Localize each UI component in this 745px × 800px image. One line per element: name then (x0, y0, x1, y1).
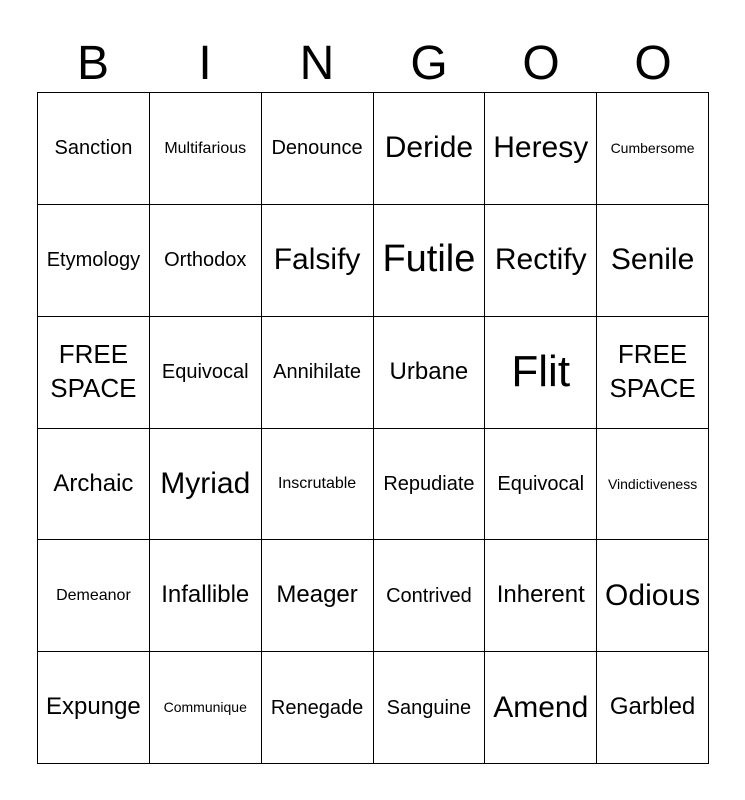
cell-word: Inherent (496, 581, 585, 609)
bingo-cell[interactable] (150, 652, 262, 764)
bingo-cell[interactable] (485, 93, 597, 205)
bingo-cell[interactable] (38, 652, 150, 764)
cell-word: Urbane (389, 357, 469, 385)
cell-word: Sanguine (386, 696, 472, 719)
bingo-cell[interactable] (150, 317, 262, 429)
header-letter-o-2: O (634, 37, 672, 90)
free-space-label: FREE SPACE (609, 339, 696, 404)
cell-word: Archaic (53, 469, 134, 497)
cell-word: Heresy (493, 131, 589, 165)
cell-word: Equivocal (161, 361, 249, 384)
bingo-cell[interactable] (262, 93, 374, 205)
cell-word: Deride (384, 131, 474, 165)
bingo-cell[interactable] (485, 205, 597, 317)
cell-word: Futile (382, 238, 476, 281)
cell-word: Communique (163, 699, 247, 716)
bingo-cell[interactable] (38, 93, 150, 205)
cell-word: Meager (276, 581, 358, 609)
cell-word: Equivocal (497, 472, 585, 495)
cell-word: Orthodox (164, 249, 247, 272)
bingo-cell-free-space[interactable] (597, 317, 709, 429)
bingo-cell[interactable] (485, 429, 597, 541)
bingo-board (37, 92, 709, 764)
bingo-cell[interactable] (150, 93, 262, 205)
header-letter-b: B (76, 37, 109, 90)
bingo-cell[interactable] (38, 540, 150, 652)
bingo-cell[interactable] (374, 205, 486, 317)
bingo-cell[interactable] (262, 317, 374, 429)
bingo-cell[interactable] (485, 317, 597, 429)
cell-word: Denounce (271, 137, 363, 160)
cell-word: Infallible (161, 581, 250, 609)
cell-word: Multifarious (164, 139, 247, 157)
cell-word: Flit (511, 346, 571, 396)
bingo-cell[interactable] (374, 540, 486, 652)
cell-word: Annihilate (273, 361, 361, 384)
bingo-cell[interactable] (262, 652, 374, 764)
bingo-cell[interactable] (38, 429, 150, 541)
header-letter-g: G (410, 37, 448, 90)
cell-word: Garbled (609, 693, 696, 721)
bingo-cell[interactable] (262, 205, 374, 317)
bingo-cell[interactable] (597, 429, 709, 541)
cell-word: Falsify (273, 243, 361, 277)
bingo-cell[interactable] (597, 205, 709, 317)
header-letter-n: N (299, 37, 335, 90)
bingo-cell[interactable] (374, 652, 486, 764)
bingo-cell[interactable] (262, 540, 374, 652)
cell-word: Demeanor (56, 587, 131, 605)
cell-word: Renegade (270, 696, 364, 719)
bingo-cell[interactable] (374, 317, 486, 429)
bingo-cell[interactable] (150, 540, 262, 652)
bingo-cell[interactable] (485, 540, 597, 652)
cell-word: Etymology (46, 249, 141, 272)
bingo-cell-free-space[interactable] (38, 317, 150, 429)
bingo-cell[interactable] (38, 205, 150, 317)
bingo-cell[interactable] (374, 429, 486, 541)
cell-word: Rectify (494, 243, 587, 277)
bingo-cell[interactable] (262, 429, 374, 541)
free-space-label: FREE SPACE (50, 339, 137, 404)
bingo-cell[interactable] (597, 93, 709, 205)
bingo-cell[interactable] (374, 93, 486, 205)
bingo-cell[interactable] (150, 205, 262, 317)
bingo-cell[interactable] (597, 540, 709, 652)
cell-word: Contrived (386, 584, 472, 607)
cell-word: Expunge (46, 693, 141, 721)
cell-word: Sanction (54, 137, 133, 160)
cell-word: Amend (493, 690, 589, 724)
cell-word: Odious (605, 578, 701, 612)
bingo-cell[interactable] (485, 652, 597, 764)
bingo-cell[interactable] (597, 652, 709, 764)
cell-word: Senile (610, 243, 695, 277)
cell-word: Myriad (160, 466, 251, 500)
cell-word: Inscrutable (277, 475, 357, 493)
cell-word: Repudiate (383, 472, 475, 495)
bingo-header (37, 36, 709, 92)
header-letter-i: I (198, 37, 212, 90)
cell-word: Cumbersome (610, 140, 695, 157)
bingo-cell[interactable] (150, 429, 262, 541)
header-letter-o: O (522, 37, 560, 90)
cell-word: Vindictiveness (607, 475, 698, 492)
